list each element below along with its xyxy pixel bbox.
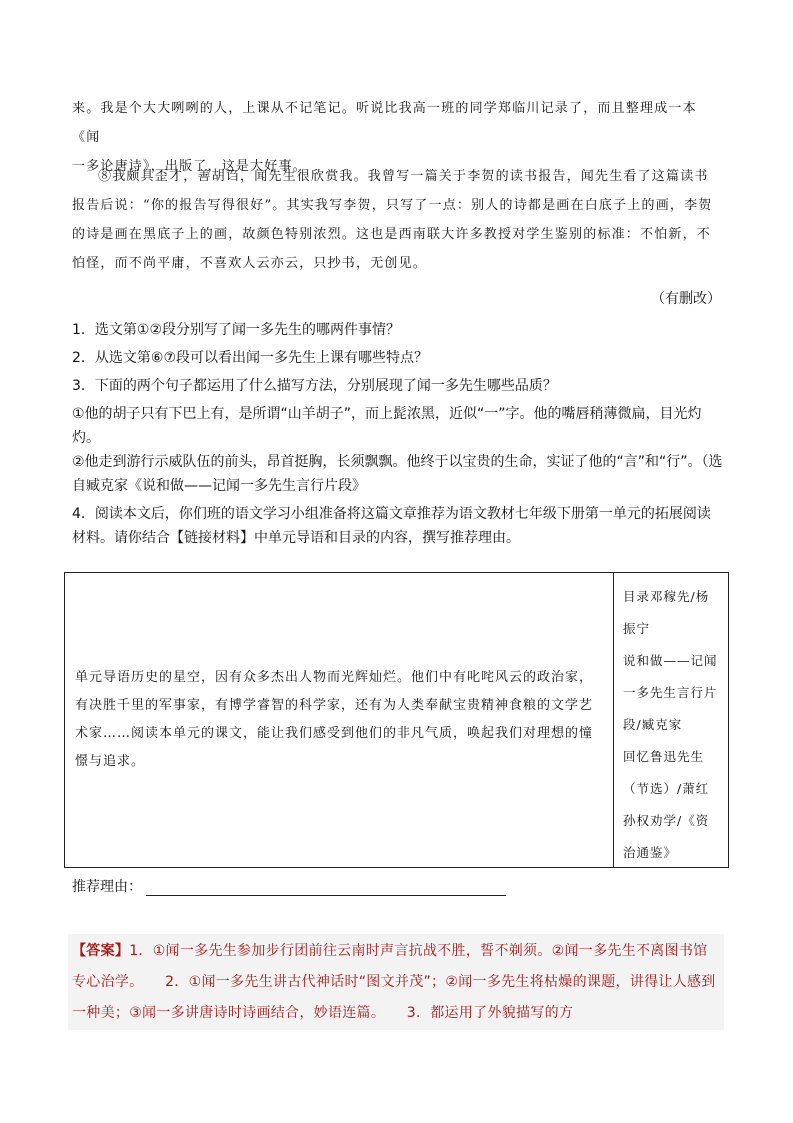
question-2: 2．从选文第⑥⑦段可以看出闻一多先生上课有哪些特点？ [72,350,429,366]
source-note: （有删改） [651,291,721,307]
unit-guide-text: 单元导语历史的星空，因有众多杰出人物而光辉灿烂。他们中有叱咤风云的政治家，有决胜千里的军事家，有博学睿智的科学家，还有为人类奉献宝贵精神食粮的文学艺术家……阅读本单元的课文，能让我们感受到他们的非凡气质，唤起我们对理想的憧憬与追求。 [75,670,594,769]
toc-line: 一多先生言行片 [623,685,718,700]
recommendation-reason [72,876,506,896]
question-3-sentence-1: ①他的胡子只有下巴上有，是所谓“山羊胡子”，而上髭浓黑，近似“一”字。他的嘴唇稍薄微扁，目光灼灼。 [72,406,702,446]
toc-line: 治通鉴》 [623,845,678,860]
toc-line: 说和做——记闻 [623,653,718,668]
toc-line: （节选）/萧红 [623,781,710,796]
toc-line: 孙权劝学/《资 [623,813,710,828]
answer-text [72,936,720,1029]
question-list [72,318,724,554]
answer-box [68,934,724,1030]
passage-line-2: 一多论唐诗》，出版了，这是大好事。 [72,159,307,174]
reason-answer-blank[interactable] [146,879,506,896]
unit-guide-cell [65,573,614,867]
table-of-contents-cell [614,573,728,867]
question-1: 1．选文第①②段分别写了闻一多先生的哪两件事情？ [72,322,401,338]
link-material-table [64,572,729,868]
answer-tag: 【答案】 [72,943,130,959]
toc-line: 段/臧克家 [623,717,683,732]
toc-line: 回忆鲁迅先生 [623,749,705,764]
question-3-sentence-2: ②他走到游行示威队伍的前头，昂首挺胸，长须飘飘。他终于以宝贵的生命，实证了他的“言”和“行”。（选自臧克家《说和做——记闻一多先生言行片段》 [72,454,723,494]
reason-label: 推荐理由： [72,879,142,895]
question-4: 4．阅读本文后，你们班的语文学习小组准备将这篇文章推荐为语文教材七年级下册第一单元的拓展阅读材料。请你结合【链接材料】中单元导语和目录的内容，撰写推荐理由。 [72,506,711,546]
answer-body: 1．①闻一多先生参加步行团前往云南时声言抗战不胜，誓不剃须。②闻一多先生不离图书馆专心治学。 2．①闻一多先生讲古代神话时“图文并茂”；②闻一多先生将枯燥的课题，讲得让人感到一种美；③闻一多讲唐诗时诗画结合，妙语连篇。 3．都运用了外貌描写的方 [72,943,716,1021]
toc-line: 振宁 [623,621,651,636]
toc-line: 目录邓稼先/杨 [623,589,710,604]
question-3: 3．下面的两个句子都运用了什么描写方法，分别展现了闻一多先生哪些品质？ [72,378,557,394]
passage-line-1: 来。我是个大大咧咧的人，上课从不记笔记。听说比我高一班的同学郑临川记录了，而且整理成一本《闻 [72,101,697,145]
passage-paragraph-8 [72,162,722,278]
paragraph-8-text: ⑧我颇具歪才，善胡诌，闻先生很欣赏我。我曾写一篇关于李贺的读书报告，闻先生看了这篇读书报告后说：“你的报告写得很好”。其实我写李贺，只写了一点：别人的诗都是画在白底子上的画，李贺的诗是画在黑底子上的画，故颜色特别浓烈。这也是西南联大许多教授对学生鉴别的标准：不怕新，不怕怪，而不尚平庸，不喜欢人云亦云，只抄书，无创见。 [72,169,713,271]
